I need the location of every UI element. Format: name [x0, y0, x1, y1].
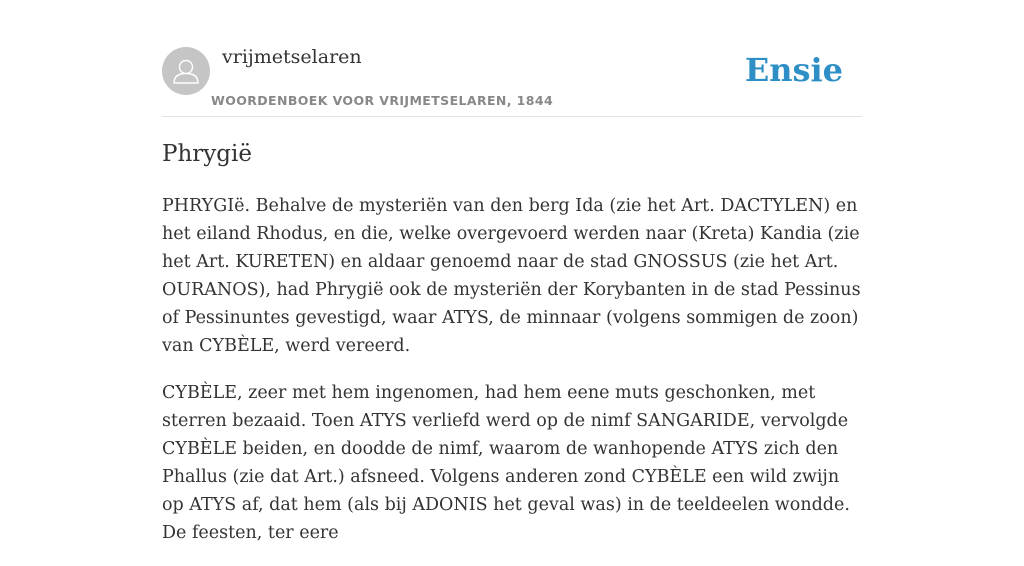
- paragraph-2: CYBÈLE, zeer met hem ingenomen, had hem eene muts geschonken, met sterren bezaaid. Toen ATYS verliefd werd op de nimf SANGARIDE, vervolgde CYBÈLE beiden, en doodde de nimf, waarom de wanhopende ATYS zich den Phallus (zie dat Art.) afsneed. Volgens anderen zond CYBÈLE een wild zwijn op ATYS af, dat hem (als bij ADONIS het geval was) in de teeldeelen wondde. De feesten, ter eere: [162, 383, 850, 543]
- paragraph-1: PHRYGIë. Behalve de mysteriën van den berg Ida (zie het Art. DACTYLEN) en het eiland Rhodus, en die, welke overgevoerd werden naar (Kreta) Kandia (zie het Art. KURETEN) en aldaar genoemd naar de stad GNOSSUS (zie het Art. OURANOS), had Phrygië ook de mysteriën der Korybanten in de stad Pessinus of Pessinuntes gevestigd, waar ATYS, de minnaar (volgens sommigen de zoon) van CYBÈLE, werd vereerd.: [162, 196, 861, 356]
- author-link[interactable]: vrijmetselaren: [222, 46, 362, 68]
- page: [162, 0, 862, 543]
- page-title: Phrygië: [162, 141, 252, 167]
- ensie-logo[interactable]: Ensie: [744, 51, 843, 89]
- article-body: [162, 192, 862, 566]
- article-header: [162, 0, 862, 117]
- source-label[interactable]: WOORDENBOEK VOOR VRIJMETSELAREN, 1844: [211, 93, 554, 108]
- user-silhouette-icon: [162, 47, 210, 95]
- avatar[interactable]: [162, 47, 210, 95]
